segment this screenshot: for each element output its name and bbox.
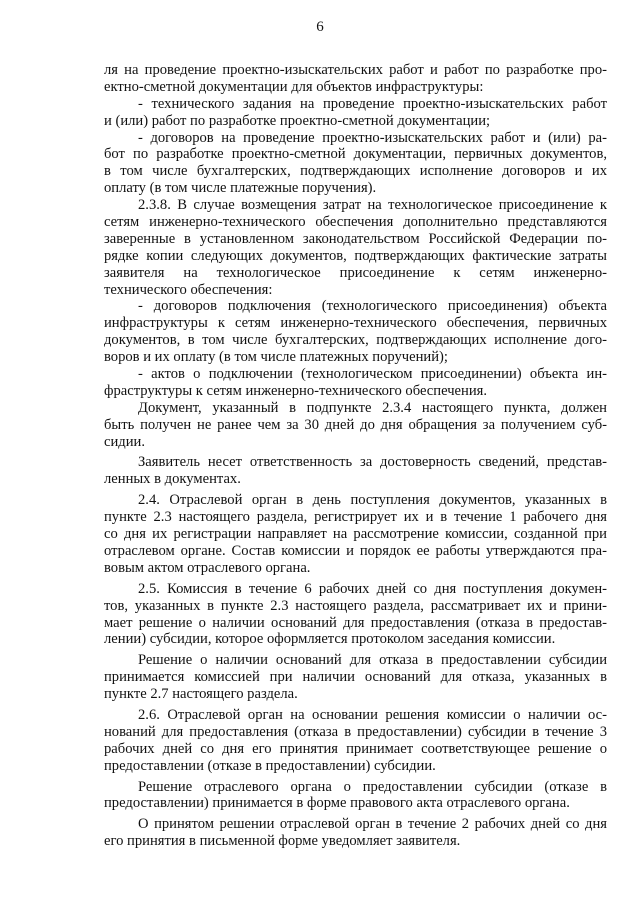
text-line: вовым актом отраслевого органа. bbox=[104, 559, 311, 576]
paragraph bbox=[104, 96, 607, 130]
text-line: нований для предоставления (отказа в предоставлении) субсидии в течение 3 bbox=[104, 723, 607, 740]
text-line: лении) субсидии, которое оформляется протоколом заседания комиссии. bbox=[104, 631, 556, 648]
text-line: 2.4. Отраслевой орган в день поступления документов, указанных в bbox=[138, 492, 607, 509]
text-line: ленных в документах. bbox=[104, 471, 241, 488]
paragraph bbox=[104, 130, 607, 198]
text-line: рядке копии следующих документов, подтверждающих фактические затраты bbox=[104, 247, 607, 264]
paragraph bbox=[104, 707, 607, 775]
text-line: быть получен не ранее чем за 30 дней до дня обращения за получением суб- bbox=[104, 416, 607, 433]
text-line: документов, в том числе бухгалтерских, подтверждающих исполнение дого- bbox=[104, 332, 607, 349]
text-line: заявителя на технологическое присоединение к сетям инженерно- bbox=[104, 264, 607, 281]
text-line: - актов о подключении (технологическом присоединении) объекта ин- bbox=[138, 366, 607, 383]
text-line: технического обеспечения: bbox=[104, 281, 273, 298]
text-line: ектно-сметной документации для объектов инфраструктуры: bbox=[104, 78, 484, 95]
paragraph bbox=[104, 366, 607, 400]
paragraph bbox=[104, 197, 607, 298]
document-body bbox=[104, 62, 607, 850]
paragraph bbox=[104, 779, 607, 813]
text-line: Решение о наличии оснований для отказа в предоставлении субсидии bbox=[138, 652, 607, 669]
text-line: и (или) работ по разработке проектно-сметной документации; bbox=[104, 112, 491, 129]
text-line: Документ, указанный в подпункте 2.3.4 настоящего пункта, должен bbox=[138, 399, 607, 416]
text-line: заверенные в установленном законодательством Российской Федерации по- bbox=[104, 230, 607, 247]
paragraph bbox=[104, 400, 607, 451]
text-line: со дня их регистрации направляет на рассмотрение комиссии, созданной при bbox=[104, 526, 607, 543]
text-line: О принятом решении отраслевой орган в течение 2 рабочих дней со дня bbox=[138, 816, 607, 833]
paragraph bbox=[104, 816, 607, 850]
paragraph bbox=[104, 454, 607, 488]
text-line: фраструктуры к сетям инженерно-технического обеспечения. bbox=[104, 382, 488, 399]
text-line: предоставлении) принимается в форме правового акта отраслевого органа. bbox=[104, 795, 570, 812]
text-line: оплату (в том числе платежные поручения). bbox=[104, 180, 377, 197]
text-line: в том числе бухгалтерских, подтверждающих исполнение договоров и их bbox=[104, 163, 607, 180]
text-line: воров и их оплату (в том числе платежных поручений); bbox=[104, 349, 448, 366]
text-line: пункте 2.3 настоящего раздела, регистрирует их и в течение 1 рабочего дня bbox=[104, 509, 607, 526]
text-line: пункте 2.7 настоящего раздела. bbox=[104, 686, 298, 703]
text-line: - технического задания на проведение проектно-изыскательских работ bbox=[138, 95, 607, 112]
text-line: 2.5. Комиссия в течение 6 рабочих дней со дня поступления докумен- bbox=[138, 580, 607, 597]
text-line: его принятия в письменной форме уведомляет заявителя. bbox=[104, 833, 461, 850]
text-line: - договоров на проведение проектно-изыскательских работ и (или) ра- bbox=[138, 129, 607, 146]
text-line: мает решение о наличии оснований для предоставления (отказа в предостав- bbox=[104, 614, 607, 631]
text-line: рабочих дней со дня его принятия принимает соответствующее решение о bbox=[104, 740, 607, 757]
paragraph bbox=[104, 581, 607, 649]
text-line: принимается комиссией при наличии оснований для отказа, указанных в bbox=[104, 669, 607, 686]
text-line: Решение отраслевого органа о предоставлении субсидии (отказе в bbox=[138, 778, 607, 795]
text-line: 2.6. Отраслевой орган на основании решения комиссии о наличии ос- bbox=[138, 706, 607, 723]
text-line: - договоров подключения (технологического присоединения) объекта bbox=[138, 298, 607, 315]
text-line: тов, указанных в пункте 2.3 настоящего раздела, рассматривает их и прини- bbox=[104, 597, 607, 614]
text-line: отраслевом органе. Состав комиссии и порядок ее работы утверждаются пра- bbox=[104, 542, 607, 559]
paragraph bbox=[104, 492, 607, 576]
text-line: 2.3.8. В случае возмещения затрат на технологическое присоединение к bbox=[138, 197, 607, 214]
text-line: бот по разработке проектно-сметной документации, первичных документов, bbox=[104, 146, 607, 163]
paragraph bbox=[104, 62, 607, 96]
text-line: Заявитель несет ответственность за достоверность сведений, представ- bbox=[138, 454, 607, 471]
page-number: 6 bbox=[316, 19, 324, 35]
text-line: инфраструктуры к сетям инженерно-технического обеспечения, первичных bbox=[104, 315, 607, 332]
text-line: ля на проведение проектно-изыскательских работ и работ по разработке про- bbox=[104, 62, 607, 78]
paragraph bbox=[104, 652, 607, 703]
paragraph bbox=[104, 298, 607, 366]
text-line: предоставлении (отказе в предоставлении) субсидии. bbox=[104, 757, 436, 774]
text-line: сетям инженерно-технического обеспечения дополнительно представляются bbox=[104, 214, 607, 231]
text-line: сидии. bbox=[104, 433, 145, 450]
